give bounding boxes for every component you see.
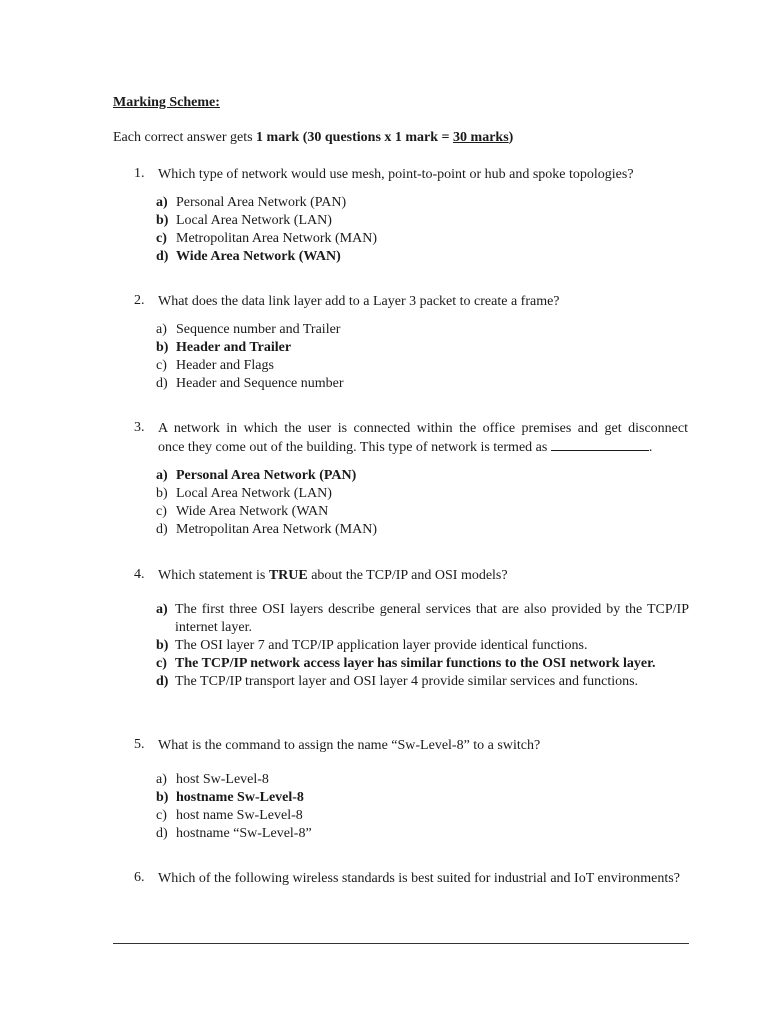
marking-intro [113,130,513,146]
option-label: d) [156,249,169,264]
option-label: b) [156,486,168,501]
option-text: Sequence number and Trailer [176,322,341,337]
question-number: 3. [134,420,145,435]
question-text-line-2-body: once they come out of the building. This type of network is termed as [158,440,548,455]
option-a [156,194,689,212]
option-text: host name Sw-Level-8 [176,808,303,823]
option-text: The OSI layer 7 and TCP/IP application layer provide identical functions. [175,638,588,653]
option-text: Header and Flags [176,358,274,373]
option-label: a) [156,602,168,617]
option-d [156,673,689,691]
option-a [156,771,689,789]
option-label: c) [156,504,167,519]
option-text: Header and Sequence number [176,376,344,391]
intro-bold-end: ) [508,130,514,145]
option-label: d) [156,674,169,689]
option-text: Wide Area Network (WAN [176,504,329,519]
question-5-options [156,771,689,843]
option-a [156,321,689,339]
option-text: hostname Sw-Level-8 [176,790,304,805]
question-1-options [156,194,689,266]
question-3-options [156,467,689,539]
option-label: c) [156,808,167,823]
option-d-correct [156,248,689,266]
question-text [158,567,688,585]
option-a [156,601,689,637]
option-text: Header and Trailer [176,340,292,355]
option-b-correct [156,339,689,357]
option-c [156,357,689,375]
option-text: Personal Area Network (PAN) [176,195,347,210]
question-number: 5. [134,737,145,752]
option-c-correct [156,655,689,673]
option-text: The TCP/IP network access layer has similar functions to the OSI network layer. [175,656,656,671]
option-label: c) [156,656,167,671]
option-b [156,485,689,503]
option-text: Personal Area Network (PAN) [176,468,357,483]
option-label: c) [156,231,167,246]
question-text-emphasis: TRUE [268,568,308,583]
option-d [156,521,689,539]
intro-total-marks: 30 marks [453,130,509,145]
option-label: b) [156,638,169,653]
option-text: The TCP/IP transport layer and OSI layer 4 provide similar services and functions. [175,674,639,689]
question-text-line-1: A network in which the user is connected within the office premises and get disconnect [158,421,688,436]
question-text-suffix: about the TCP/IP and OSI models? [307,568,508,583]
question-number: 4. [134,567,145,582]
answer-blank [551,438,649,451]
option-b-correct [156,789,689,807]
option-a-correct [156,467,689,485]
option-label: b) [156,213,169,228]
option-d [156,375,689,393]
option-text: Metropolitan Area Network (MAN) [176,231,378,246]
intro-bold-start: 1 mark (30 questions x 1 mark = [256,130,454,145]
option-label: a) [156,772,167,787]
question-text [158,420,688,457]
marking-scheme-heading: Marking Scheme: [113,95,220,110]
question-text-prefix: Which statement is [158,568,269,583]
option-label: b) [156,340,169,355]
option-b [156,212,689,230]
question-number: 6. [134,870,145,885]
question-text: What does the data link layer add to a Layer 3 packet to create a frame? [158,294,560,309]
option-text: host Sw-Level-8 [176,772,269,787]
question-number: 1. [134,166,145,181]
option-label: a) [156,322,167,337]
option-c [156,807,689,825]
option-text: Wide Area Network (WAN) [176,249,341,264]
option-text: Local Area Network (LAN) [176,213,332,228]
question-text: What is the command to assign the name “Sw-Level-8” to a switch? [158,738,541,753]
option-d [156,825,689,843]
question-text: Which of the following wireless standards is best suited for industrial and IoT environments? [158,871,680,886]
option-label: d) [156,376,168,391]
option-text: hostname “Sw-Level-8” [176,826,312,841]
option-c [156,230,689,248]
option-b [156,637,689,655]
footer-divider [113,943,689,944]
option-c [156,503,689,521]
option-label: d) [156,522,168,537]
question-2-options [156,321,689,393]
question-text: Which type of network would use mesh, point-to-point or hub and spoke topologies? [158,167,634,182]
option-label: d) [156,826,168,841]
option-text: Local Area Network (LAN) [176,486,332,501]
question-text-end: . [648,440,653,455]
option-label: a) [156,195,168,210]
option-label: c) [156,358,167,373]
option-label: b) [156,790,169,805]
question-number: 2. [134,293,145,308]
question-4-options [156,601,689,691]
option-text: Metropolitan Area Network (MAN) [176,522,378,537]
intro-prefix: Each correct answer gets [113,130,257,145]
option-label: a) [156,468,168,483]
option-text: The first three OSI layers describe general services that are also provided by the TCP/IP internet layer. [175,602,689,635]
question-text-line-2 [158,438,688,457]
